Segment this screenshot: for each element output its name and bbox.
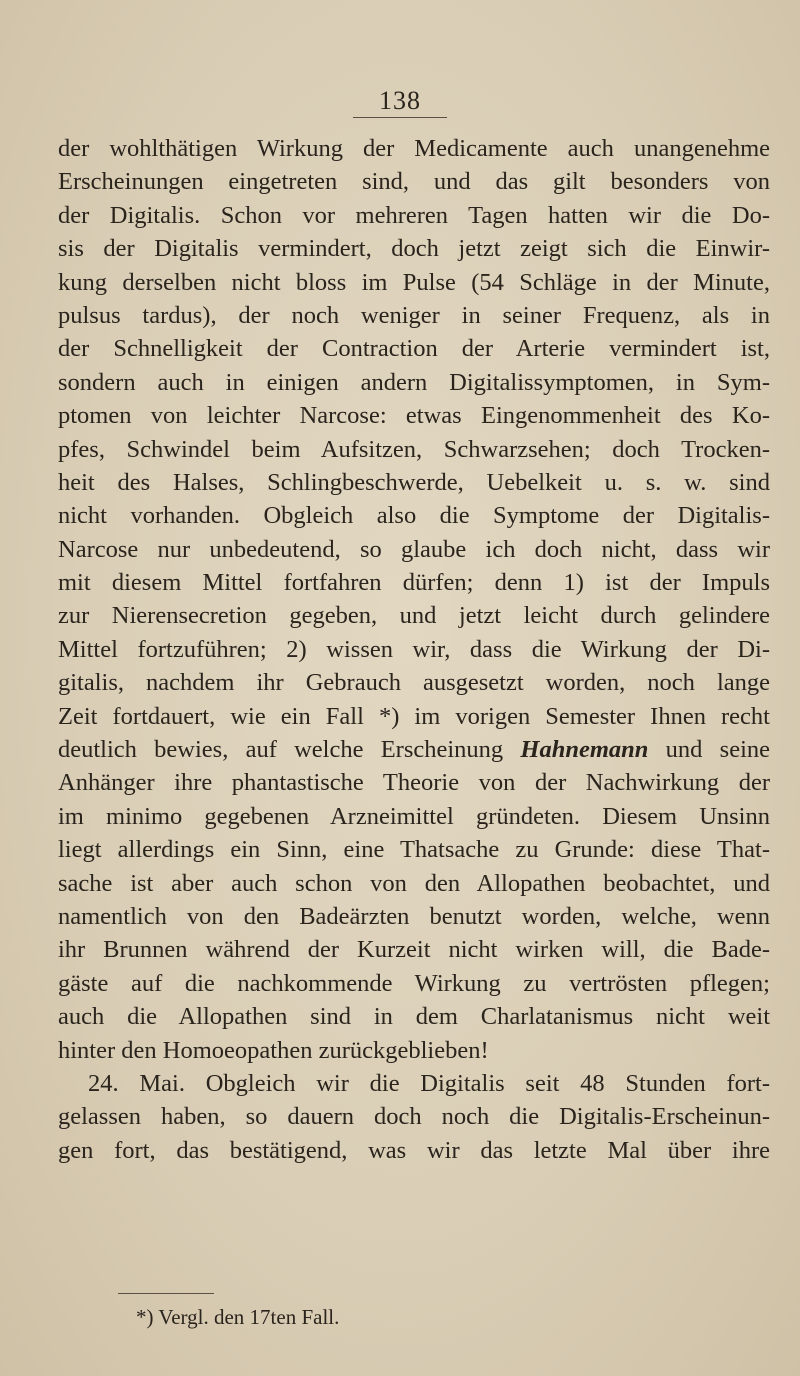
text-line: gelassen haben, so dauern doch noch die Digitalis-Erscheinun- xyxy=(58,1103,770,1131)
text-segment: und seine xyxy=(648,736,770,764)
text-line: hinter den Homoeopathen zurückgeblieben! xyxy=(58,1036,489,1064)
text-line: sache ist aber auch schon von den Allopathen beobachtet, und xyxy=(58,869,770,897)
footnote: *) Vergl. den 17ten Fall. xyxy=(136,1305,340,1329)
text-line: zur Nierensecretion gegeben, und jetzt leicht durch gelindere xyxy=(58,602,770,630)
text-line: auch die Allopathen sind in dem Charlatanismus nicht weit xyxy=(58,1003,770,1031)
text-line: im minimo gegebenen Arzneimittel gründeten. Diesem Unsinn xyxy=(58,802,770,830)
text-line: nicht vorhanden. Obgleich also die Symptome der Digitalis- xyxy=(58,502,770,530)
text-line: pulsus tardus), der noch weniger in seiner Frequenz, als in xyxy=(58,301,770,329)
text-line: der Digitalis. Schon vor mehreren Tagen hatten wir die Do- xyxy=(58,201,770,229)
text-line: namentlich von den Badeärzten benutzt worden, welche, wenn xyxy=(58,902,770,930)
text-line: gitalis, nachdem ihr Gebrauch ausgesetzt worden, noch lange xyxy=(58,669,770,697)
text-line: ptomen von leichter Narcose: etwas Eingenommenheit des Ko- xyxy=(58,402,770,430)
text-line: Zeit fortdauert, wie ein Fall *) im vorigen Semester Ihnen recht xyxy=(58,702,770,730)
text-line: sondern auch in einigen andern Digitalissymptomen, in Sym- xyxy=(58,368,770,396)
text-line: Anhänger ihre phantastische Theorie von der Nachwirkung der xyxy=(58,769,770,797)
text-line: Narcose nur unbedeutend, so glaube ich doch nicht, dass wir xyxy=(58,535,770,563)
footnote-divider xyxy=(118,1293,214,1294)
text-line: kung derselben nicht bloss im Pulse (54 Schläge in der Minute, xyxy=(58,268,770,296)
page-number: 138 xyxy=(0,86,800,118)
body-text xyxy=(58,132,770,1167)
text-line: sis der Digitalis vermindert, doch jetzt zeigt sich die Einwir- xyxy=(58,235,770,263)
text-line: der Schnelligkeit der Contraction der Arterie vermindert ist, xyxy=(58,335,770,363)
text-line: gäste auf die nachkommende Wirkung zu vertrösten pflegen; xyxy=(58,969,770,997)
text-line: heit des Halses, Schlingbeschwerde, Uebelkeit u. s. w. sind xyxy=(58,468,770,496)
text-line: pfes, Schwindel beim Aufsitzen, Schwarzsehen; doch Trocken- xyxy=(58,435,770,463)
text-line: Erscheinungen eingetreten sind, und das gilt besonders von xyxy=(58,168,770,196)
text-line-paragraph-start: 24. Mai. Obgleich wir die Digitalis seit 48 Stunden fort- xyxy=(88,1069,770,1097)
text-segment: deutlich bewies, auf welche Erscheinung xyxy=(58,736,521,764)
text-line: ihr Brunnen während der Kurzeit nicht wirken will, die Bade- xyxy=(58,936,770,964)
text-line xyxy=(58,733,770,766)
text-line: der wohlthätigen Wirkung der Medicamente auch unangenehme xyxy=(58,135,770,162)
text-line: gen fort, das bestätigend, was wir das letzte Mal über ihre xyxy=(58,1136,770,1164)
text-line: Mittel fortzuführen; 2) wissen wir, dass die Wirkung der Di- xyxy=(58,635,770,663)
text-line: liegt allerdings ein Sinn, eine Thatsache zu Grunde: diese That- xyxy=(58,836,770,864)
author-name-hahnemann: Hahnemann xyxy=(520,736,649,764)
text-line: mit diesem Mittel fortfahren dürfen; denn 1) ist der Impuls xyxy=(58,569,770,597)
